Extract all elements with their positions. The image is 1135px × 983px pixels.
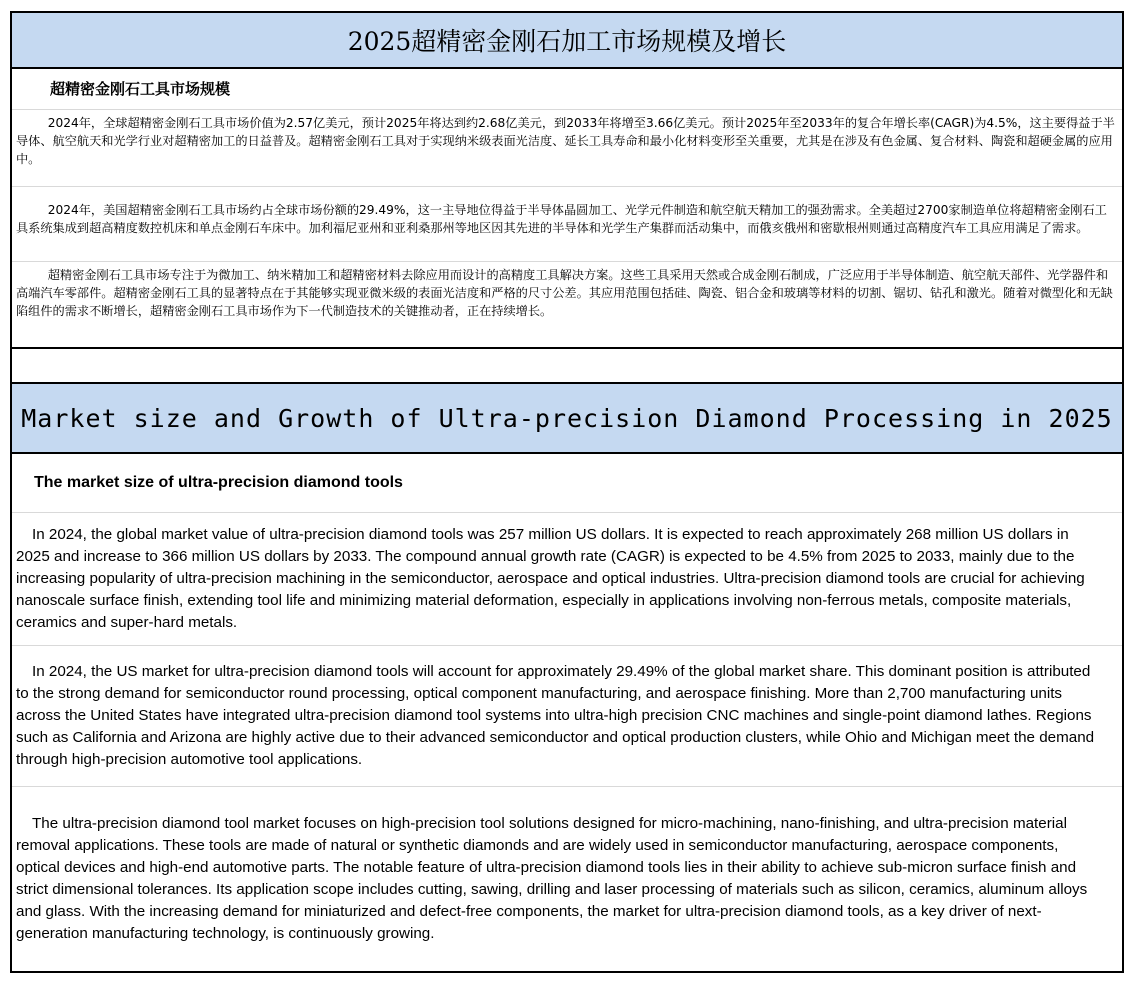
chinese-paragraph-1: 2024年，全球超精密金刚石工具市场价值为2.57亿美元，预计2025年将达到约2.68亿美元，到2033年将增至3.66亿美元。预计2025年至2033年的复合年增长率(CAGR)为4.5%，这主要得益于半导体、航空航天和光学行业对超精密加工的日益普及。超精密金刚石工具对于实现纳米级表面光洁度、延长工具寿命和最小化材料变形至关重要，尤其是在涉及有色金属、复合材料、陶瓷和超硬金属的应用中。	[12, 110, 1122, 187]
english-paragraph-3-text: The ultra-precision diamond tool market focuses on high-precision tool solutions designed for micro-machining, nano-finishing, and ultra-precision material removal applications. These tools are made of natural or synthetic diamonds and are widely used in semiconductor manufacturing, aerospace components, optical devices and high-end automotive parts. The notable feature of ultra-precision diamond tools lies in their ability to achieve sub-micron surface finish and strict dimensional tolerances. Its application scope includes cutting, sawing, drilling and laser processing of materials such as silicon, ceramics, aluminum alloys and glass. With the increasing demand for miniaturized and defect-free components, the market for ultra-precision diamond tools, as a key driver of next-generation manufacturing technology, is continuously growing.	[16, 815, 1088, 942]
chinese-section	[10, 11, 1124, 347]
spacer-row	[10, 347, 1124, 382]
english-paragraph-2-text: In 2024, the US market for ultra-precision diamond tools will account for approximately 29.49% of the global market share. This dominant position is attributed to the strong demand for semiconductor round processing, optical component manufacturing, and aerospace finishing. More than 2,700 manufacturing units across the United States have integrated ultra-precision diamond tool systems into ultra-high precision CNC machines and single-point diamond lathes. Regions such as California and Arizona are highly active due to their advanced semiconductor and optical production clusters, while Ohio and Michigan meet the demand through high-precision automotive tool applications.	[16, 663, 1095, 768]
english-paragraph-2	[12, 646, 1122, 787]
chinese-paragraph-2: 2024年，美国超精密金刚石工具市场约占全球市场份额的29.49%，这一主导地位得益于半导体晶圆加工、光学元件制造和航空航天精加工的强劲需求。全美超过2700家制造单位将超精密金刚石工具系统集成到超高精度数控机床和单点金刚石车床中。加利福尼亚州和亚利桑那州等地区因其先进的半导体和光学生产集群而活动集中，而俄亥俄州和密歇根州则通过高精度汽车工具应用满足了需求。	[12, 187, 1122, 262]
english-subheading: The market size of ultra-precision diamond tools	[12, 454, 1122, 513]
english-paragraph-3	[12, 787, 1122, 971]
english-section	[10, 382, 1124, 973]
english-paragraph-1-text: In 2024, the global market value of ultra-precision diamond tools was 257 million US dollars. It is expected to reach approximately 268 million US dollars in 2025 and increase to 366 million US dollars by 2033. The compound annual growth rate (CAGR) is expected to be 4.5% from 2025 to 2033, mainly due to the increasing popularity of ultra-precision machining in the semiconductor, aerospace and optical industries. Ultra-precision diamond tools are crucial for achieving nanoscale surface finish, extending tool life and minimizing material deformation, especially in applications involving non-ferrous metals, composite materials, ceramics and super-hard metals.	[16, 526, 1085, 631]
english-paragraph-1	[12, 513, 1122, 646]
chinese-subheading: 超精密金刚石工具市场规模	[12, 69, 1122, 110]
report-sheet	[10, 11, 1124, 973]
chinese-paragraph-3: 超精密金刚石工具市场专注于为微加工、纳米精加工和超精密材料去除应用而设计的高精度工具解决方案。这些工具采用天然或合成金刚石制成，广泛应用于半导体制造、航空航天部件、光学器件和高端汽车零部件。超精密金刚石工具的显著特点在于其能够实现亚微米级的表面光洁度和严格的尺寸公差。其应用范围包括硅、陶瓷、铝合金和玻璃等材料的切割、锯切、钻孔和激光。随着对微型化和无缺陷组件的需求不断增长，超精密金刚石工具市场作为下一代制造技术的关键推动者，正在持续增长。	[16, 268, 1113, 318]
chinese-title: 2025超精密金刚石加工市场规模及增长	[12, 13, 1122, 69]
english-title: Market size and Growth of Ultra-precision Diamond Processing in 2025	[12, 384, 1122, 454]
